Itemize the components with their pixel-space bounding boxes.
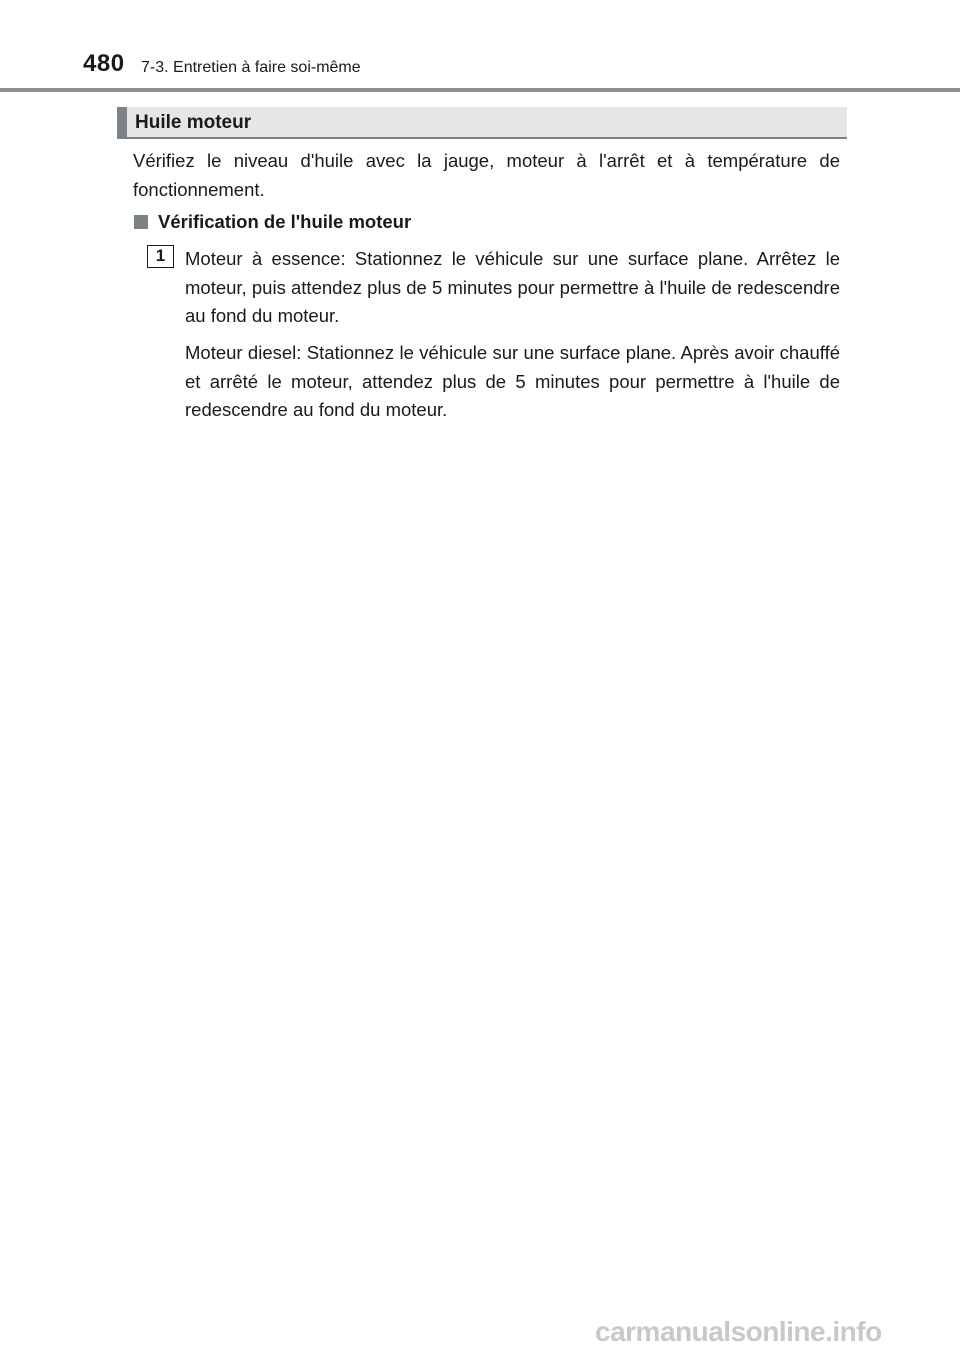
- section-header-accent-bar: [117, 107, 127, 137]
- subheading: [134, 211, 411, 233]
- chapter-title: 7-3. Entretien à faire soi-même: [141, 59, 361, 76]
- page-number: 480: [83, 50, 125, 77]
- subheading-label: Vérification de l'huile moteur: [158, 211, 412, 232]
- square-bullet-icon: [134, 215, 148, 229]
- watermark: carmanualsonline.info: [595, 1316, 882, 1347]
- header-divider: [0, 88, 960, 92]
- step-number-badge: 1: [147, 245, 174, 268]
- step-paragraph-diesel: Moteur diesel: Stationnez le véhicule sur une surface plane. Après avoir chauffé et arrêté le moteur, attendez plus de 5 minutes pour permettre à l'huile de redescendre au fond du moteur.: [185, 342, 840, 420]
- intro-paragraph: Vérifiez le niveau d'huile avec la jauge, moteur à l'arrêt et à température de fonctionnement.: [133, 150, 840, 200]
- step-paragraph-gasoline: Moteur à essence: Stationnez le véhicule sur une surface plane. Arrêtez le moteur, puis attendez plus de 5 minutes pour permettre à l'huile de redescendre au fond du moteur.: [185, 248, 840, 326]
- section-title: Huile moteur: [135, 112, 252, 133]
- section-header: [117, 107, 847, 139]
